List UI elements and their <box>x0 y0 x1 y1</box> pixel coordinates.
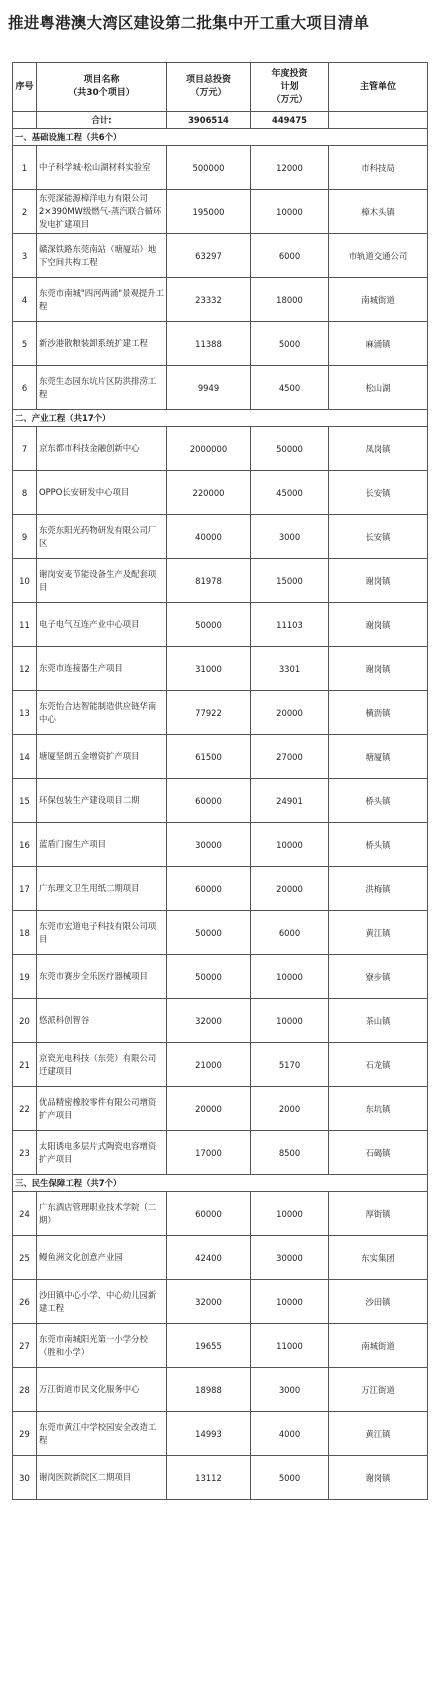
row-annual-plan: 11000 <box>251 1324 329 1368</box>
row-project-name: 沙田镇中心小学、中心幼儿园新建工程 <box>37 1280 167 1324</box>
row-project-name: 悠派科创智谷 <box>37 999 167 1043</box>
table-row <box>13 779 428 823</box>
row-total-investment: 30000 <box>167 823 251 867</box>
table-row <box>13 146 428 190</box>
table-row <box>13 1412 428 1456</box>
row-project-name: 环保包装生产建设项目二期 <box>37 779 167 823</box>
row-unit: 长安镇 <box>329 515 428 559</box>
row-project-name: 优品精密橡胶零件有限公司增资扩产项目 <box>37 1087 167 1131</box>
row-seq: 16 <box>13 823 37 867</box>
row-seq: 18 <box>13 911 37 955</box>
row-annual-plan: 30000 <box>251 1236 329 1280</box>
row-total-investment: 500000 <box>167 146 251 190</box>
total-empty-cell <box>13 112 37 129</box>
header-annual-line2: 计划 <box>280 81 299 92</box>
row-project-name: 广东理文卫生用纸二期项目 <box>37 867 167 911</box>
row-annual-plan: 24901 <box>251 779 329 823</box>
row-project-name: 电子电气互连产业中心项目 <box>37 603 167 647</box>
row-project-name: 京瓷光电科技（东莞）有限公司迁建项目 <box>37 1043 167 1087</box>
row-project-name: 赣深铁路东莞南站（塘厦站）地下空间共构工程 <box>37 234 167 278</box>
row-unit: 麻涌镇 <box>329 322 428 366</box>
row-unit: 市科技局 <box>329 146 428 190</box>
row-unit: 塘厦镇 <box>329 735 428 779</box>
row-annual-plan: 4000 <box>251 1412 329 1456</box>
table-row <box>13 999 428 1043</box>
row-total-investment: 50000 <box>167 603 251 647</box>
row-total-investment: 60000 <box>167 867 251 911</box>
total-label: 合计: <box>37 112 167 129</box>
table-row <box>13 366 428 410</box>
row-annual-plan: 45000 <box>251 471 329 515</box>
row-unit: 长安镇 <box>329 471 428 515</box>
table-row <box>13 867 428 911</box>
header-row <box>13 63 428 112</box>
row-total-investment: 19655 <box>167 1324 251 1368</box>
table-row <box>13 1456 428 1500</box>
table-row <box>13 1236 428 1280</box>
row-annual-plan: 10000 <box>251 999 329 1043</box>
row-total-investment: 32000 <box>167 1280 251 1324</box>
table-row <box>13 471 428 515</box>
row-unit: 石碣镇 <box>329 1131 428 1175</box>
row-annual-plan: 4500 <box>251 366 329 410</box>
header-name-line1: 项目名称 <box>83 75 120 85</box>
header-unit: 主管单位 <box>329 63 428 112</box>
row-project-name: 东莞生态园东坑片区防洪排涝工程 <box>37 366 167 410</box>
row-unit: 谢岗镇 <box>329 559 428 603</box>
total-row <box>13 112 428 129</box>
row-annual-plan: 3000 <box>251 1368 329 1412</box>
row-seq: 28 <box>13 1368 37 1412</box>
row-annual-plan: 3301 <box>251 647 329 691</box>
row-total-investment: 195000 <box>167 190 251 234</box>
total-unit-empty <box>329 112 428 129</box>
row-total-investment: 23332 <box>167 278 251 322</box>
row-annual-plan: 12000 <box>251 146 329 190</box>
row-seq: 29 <box>13 1412 37 1456</box>
row-seq: 23 <box>13 1131 37 1175</box>
row-annual-plan: 11103 <box>251 603 329 647</box>
row-seq: 3 <box>13 234 37 278</box>
row-unit: 市轨道交通公司 <box>329 234 428 278</box>
row-unit: 石龙镇 <box>329 1043 428 1087</box>
row-seq: 30 <box>13 1456 37 1500</box>
row-annual-plan: 50000 <box>251 427 329 471</box>
row-unit: 横沥镇 <box>329 691 428 735</box>
row-total-investment: 2000000 <box>167 427 251 471</box>
section-row <box>13 1175 428 1192</box>
row-total-investment: 11388 <box>167 322 251 366</box>
header-total-investment <box>167 63 251 112</box>
header-annual-line1: 年度投资 <box>271 68 308 79</box>
header-total-line1: 项目总投资 <box>185 75 231 85</box>
table-row <box>13 278 428 322</box>
table-row <box>13 427 428 471</box>
row-unit: 桥头镇 <box>329 779 428 823</box>
row-unit: 万江街道 <box>329 1368 428 1412</box>
row-total-investment: 18988 <box>167 1368 251 1412</box>
row-annual-plan: 10000 <box>251 955 329 999</box>
row-seq: 27 <box>13 1324 37 1368</box>
row-seq: 12 <box>13 647 37 691</box>
section-label: 二、产业工程（共17个） <box>13 410 428 427</box>
section-row <box>13 129 428 146</box>
row-annual-plan: 20000 <box>251 691 329 735</box>
row-total-investment: 42400 <box>167 1236 251 1280</box>
table-row <box>13 234 428 278</box>
row-total-investment: 32000 <box>167 999 251 1043</box>
row-unit: 寮步镇 <box>329 955 428 999</box>
table-row <box>13 1280 428 1324</box>
section-label: 一、基础设施工程（共6个） <box>13 129 428 146</box>
row-seq: 11 <box>13 603 37 647</box>
row-total-investment: 60000 <box>167 1192 251 1236</box>
row-total-investment: 13112 <box>167 1456 251 1500</box>
row-project-name: 谢岗安麦节能设备生产及配套项目 <box>37 559 167 603</box>
project-table <box>12 62 428 1500</box>
row-annual-plan: 18000 <box>251 278 329 322</box>
row-seq: 21 <box>13 1043 37 1087</box>
row-annual-plan: 8500 <box>251 1131 329 1175</box>
row-project-name: 鳗鱼洲文化创意产业园 <box>37 1236 167 1280</box>
row-unit: 东坑镇 <box>329 1087 428 1131</box>
row-unit: 桥头镇 <box>329 823 428 867</box>
row-total-investment: 60000 <box>167 779 251 823</box>
total-annual: 449475 <box>251 112 329 129</box>
header-annual-plan <box>251 63 329 112</box>
table-row <box>13 955 428 999</box>
row-annual-plan: 5000 <box>251 322 329 366</box>
row-unit: 凤岗镇 <box>329 427 428 471</box>
table-row <box>13 190 428 234</box>
row-unit: 厚街镇 <box>329 1192 428 1236</box>
row-total-investment: 31000 <box>167 647 251 691</box>
table-row <box>13 1131 428 1175</box>
row-seq: 15 <box>13 779 37 823</box>
header-seq: 序号 <box>13 63 37 112</box>
row-seq: 22 <box>13 1087 37 1131</box>
row-project-name: 东莞市连接器生产项目 <box>37 647 167 691</box>
section-label: 三、民生保障工程（共7个） <box>13 1175 428 1192</box>
row-total-investment: 40000 <box>167 515 251 559</box>
row-total-investment: 63297 <box>167 234 251 278</box>
row-total-investment: 50000 <box>167 955 251 999</box>
row-unit: 谢岗镇 <box>329 1456 428 1500</box>
row-project-name: 广东酒店管理职业技术学院（二期） <box>37 1192 167 1236</box>
header-total-line2: （万元） <box>190 88 227 98</box>
row-annual-plan: 27000 <box>251 735 329 779</box>
row-annual-plan: 20000 <box>251 867 329 911</box>
table-row <box>13 735 428 779</box>
row-project-name: 东莞市南城阳光第一小学分校（胜和小学） <box>37 1324 167 1368</box>
row-seq: 25 <box>13 1236 37 1280</box>
row-annual-plan: 10000 <box>251 823 329 867</box>
table-row <box>13 603 428 647</box>
table-row <box>13 911 428 955</box>
row-seq: 2 <box>13 190 37 234</box>
row-project-name: 新沙港散粮装卸系统扩建工程 <box>37 322 167 366</box>
row-total-investment: 61500 <box>167 735 251 779</box>
table-row <box>13 1043 428 1087</box>
row-annual-plan: 6000 <box>251 911 329 955</box>
table-row <box>13 1192 428 1236</box>
row-total-investment: 50000 <box>167 911 251 955</box>
row-total-investment: 21000 <box>167 1043 251 1087</box>
row-unit: 谢岗镇 <box>329 647 428 691</box>
row-unit: 谢岗镇 <box>329 603 428 647</box>
table-row <box>13 1324 428 1368</box>
row-seq: 26 <box>13 1280 37 1324</box>
row-total-investment: 17000 <box>167 1131 251 1175</box>
table-body <box>13 112 428 1500</box>
row-total-investment: 77922 <box>167 691 251 735</box>
header-name <box>37 63 167 112</box>
row-project-name: 东莞东阳光药物研发有限公司厂区 <box>37 515 167 559</box>
row-unit: 茶山镇 <box>329 999 428 1043</box>
row-total-investment: 20000 <box>167 1087 251 1131</box>
row-annual-plan: 5000 <box>251 1456 329 1500</box>
row-project-name: 万江街道市民文化服务中心 <box>37 1368 167 1412</box>
table-row <box>13 559 428 603</box>
row-annual-plan: 10000 <box>251 1280 329 1324</box>
row-seq: 13 <box>13 691 37 735</box>
row-seq: 5 <box>13 322 37 366</box>
row-total-investment: 81978 <box>167 559 251 603</box>
row-project-name: 东莞市南城"四河两涌"景观提升工程 <box>37 278 167 322</box>
row-seq: 10 <box>13 559 37 603</box>
row-unit: 南城街道 <box>329 1324 428 1368</box>
row-project-name: 蓝盾门窗生产项目 <box>37 823 167 867</box>
row-unit: 洪梅镇 <box>329 867 428 911</box>
page-title: 推进粤港澳大湾区建设第二批集中开工重大项目清单 <box>8 14 370 32</box>
row-annual-plan: 3000 <box>251 515 329 559</box>
row-seq: 20 <box>13 999 37 1043</box>
row-project-name: OPPO长安研发中心项目 <box>37 471 167 515</box>
row-annual-plan: 5170 <box>251 1043 329 1087</box>
row-annual-plan: 10000 <box>251 1192 329 1236</box>
section-row <box>13 410 428 427</box>
table-row <box>13 515 428 559</box>
row-seq: 17 <box>13 867 37 911</box>
row-annual-plan: 2000 <box>251 1087 329 1131</box>
row-seq: 24 <box>13 1192 37 1236</box>
row-project-name: 京东都市科技金融创新中心 <box>37 427 167 471</box>
row-unit: 樟木头镇 <box>329 190 428 234</box>
row-unit: 南城街道 <box>329 278 428 322</box>
row-unit: 黄江镇 <box>329 911 428 955</box>
table-row <box>13 647 428 691</box>
row-total-investment: 9949 <box>167 366 251 410</box>
table-row <box>13 322 428 366</box>
row-seq: 6 <box>13 366 37 410</box>
row-project-name: 太阳诱电多层片式陶瓷电容增资扩产项目 <box>37 1131 167 1175</box>
row-project-name: 东莞市宏道电子科技有限公司项目 <box>37 911 167 955</box>
row-annual-plan: 6000 <box>251 234 329 278</box>
row-project-name: 东莞市赛步全乐医疗器械项目 <box>37 955 167 999</box>
header-name-line2: （共30个项目） <box>68 88 135 98</box>
row-project-name: 塘厦坚朗五金增资扩产项目 <box>37 735 167 779</box>
row-seq: 19 <box>13 955 37 999</box>
row-unit: 东实集团 <box>329 1236 428 1280</box>
row-unit: 松山湖 <box>329 366 428 410</box>
row-annual-plan: 10000 <box>251 190 329 234</box>
row-project-name: 东莞深能源樟洋电力有限公司2×390MW级燃气-蒸汽联合循环发电扩建项目 <box>37 190 167 234</box>
row-seq: 8 <box>13 471 37 515</box>
row-seq: 4 <box>13 278 37 322</box>
row-project-name: 东莞怡合达智能制造供应链华南中心 <box>37 691 167 735</box>
row-annual-plan: 15000 <box>251 559 329 603</box>
table-row <box>13 1368 428 1412</box>
row-total-investment: 220000 <box>167 471 251 515</box>
table-row <box>13 823 428 867</box>
row-project-name: 东莞市黄江中学校园安全改造工程 <box>37 1412 167 1456</box>
row-unit: 沙田镇 <box>329 1280 428 1324</box>
row-seq: 14 <box>13 735 37 779</box>
row-project-name: 谢岗医院新院区二期项目 <box>37 1456 167 1500</box>
row-project-name: 中子科学城·松山湖材料实验室 <box>37 146 167 190</box>
header-annual-line3: （万元） <box>271 94 308 105</box>
table-row <box>13 1087 428 1131</box>
row-unit: 黄江镇 <box>329 1412 428 1456</box>
row-seq: 1 <box>13 146 37 190</box>
total-investment: 3906514 <box>167 112 251 129</box>
row-seq: 9 <box>13 515 37 559</box>
row-total-investment: 14993 <box>167 1412 251 1456</box>
row-seq: 7 <box>13 427 37 471</box>
table-row <box>13 691 428 735</box>
